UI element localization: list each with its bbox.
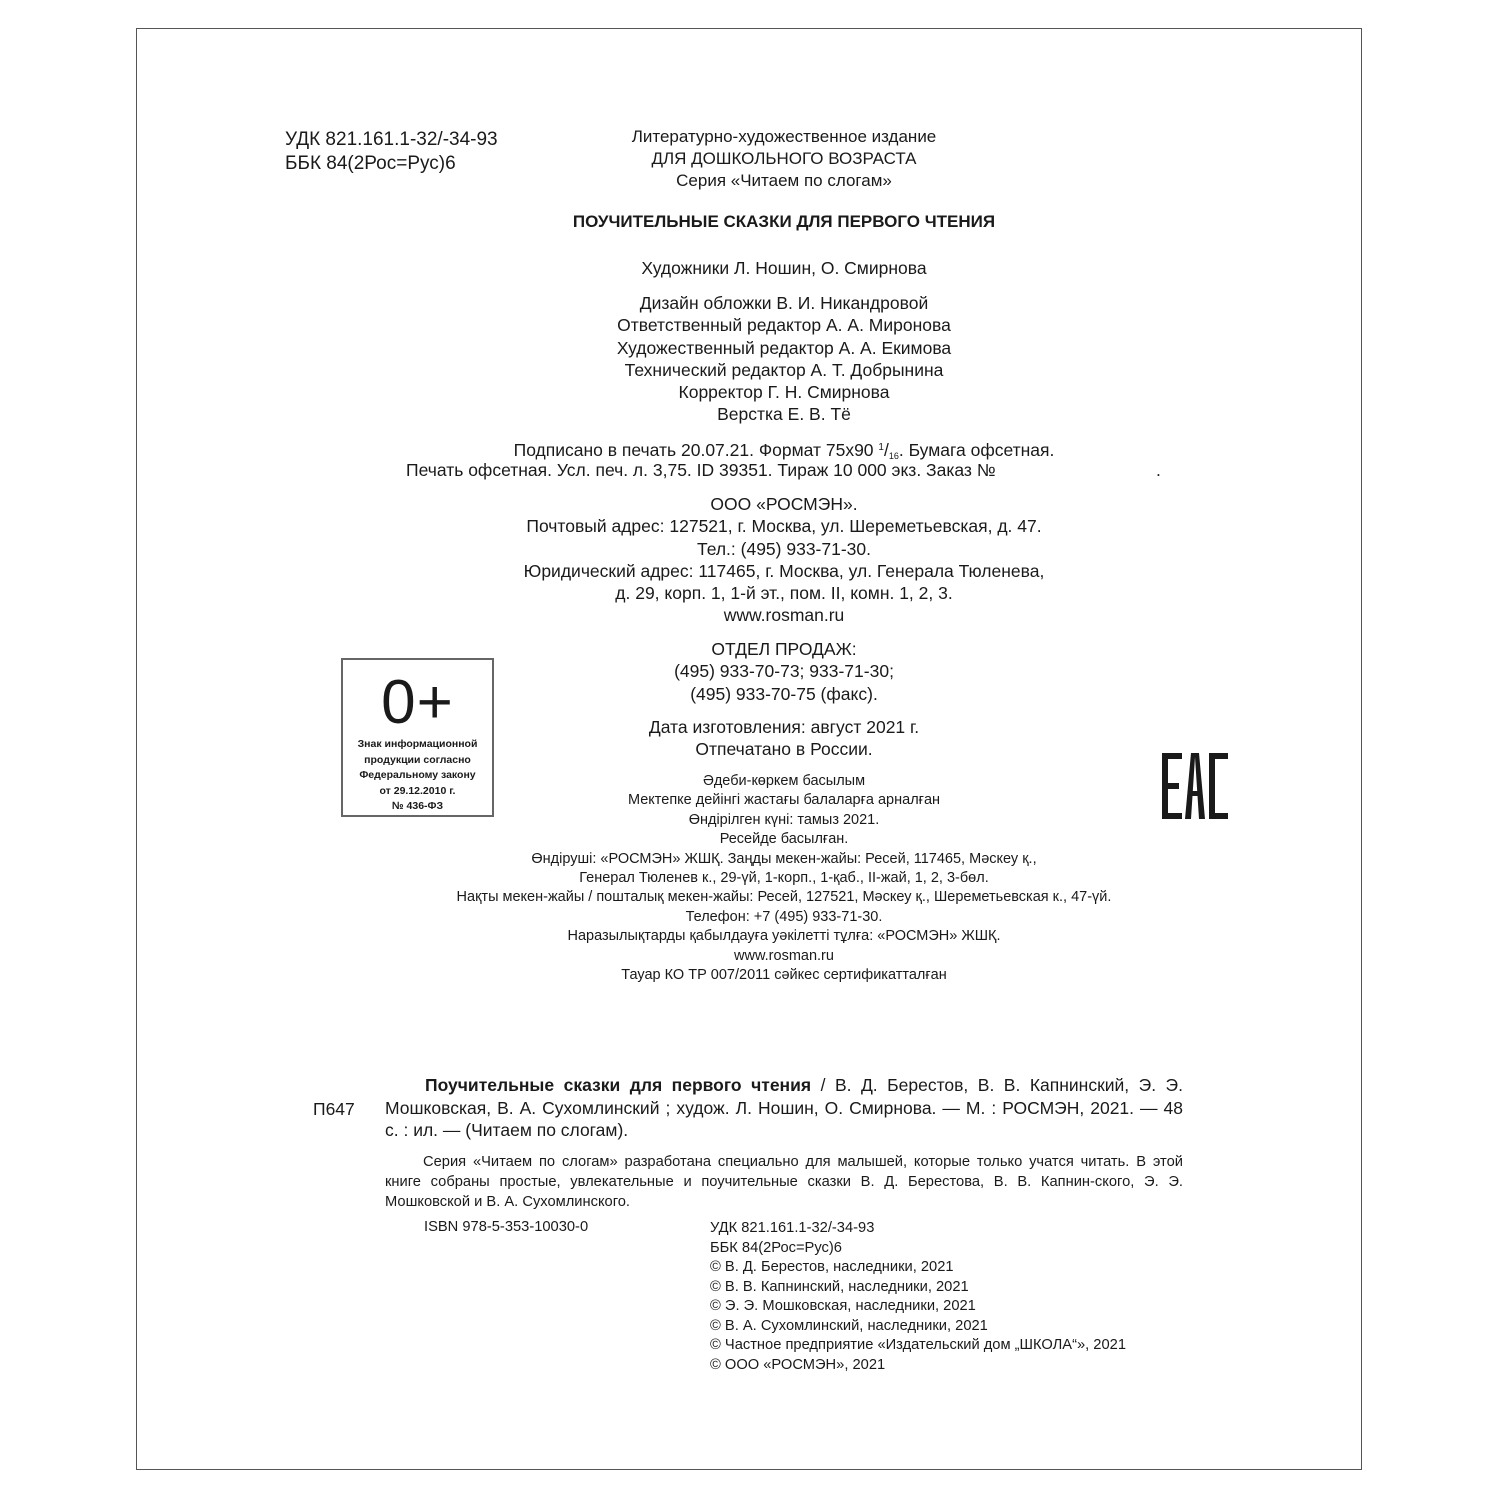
credit-line: Дизайн обложки В. И. Никандровой xyxy=(639,293,929,313)
copyright-line: © Частное предприятие «Издательский дом „ШКОЛА“», 2021 xyxy=(710,1337,1126,1353)
copyright-line: УДК 821.161.1-32/-34-93 xyxy=(710,1220,875,1236)
manufacture-info xyxy=(434,716,1134,761)
isbn: ISBN 978-5-353-10030-0 xyxy=(424,1219,589,1235)
kazakh-line: Наразылықтарды қабылдауға уәкілетті тұлға: «РОСМЭН» ЖШҚ. xyxy=(567,928,1001,945)
print-line-1: Подписано в печать 20.07.21. Формат 75x90 $^1/_{16}$. Бумага офсетная. xyxy=(513,440,1055,461)
sales-phones: (495) 933-70-73; 933-71-30; xyxy=(674,661,894,682)
artists: Художники Л. Ношин, О. Смирнова xyxy=(641,258,927,278)
kazakh-line: Өндірілген күні: тамыз 2021. xyxy=(688,811,880,828)
credits xyxy=(434,292,1134,426)
sales-heading: ОТДЕЛ ПРОДАЖ: xyxy=(711,639,857,659)
printed-in: Отпечатано в России. xyxy=(695,739,873,760)
book-title: ПОУЧИТЕЛЬНЫЕ СКАЗКИ ДЛЯ ПЕРВОГО ЧТЕНИЯ xyxy=(572,212,996,231)
credit-line: Художественный редактор А. А. Екимова xyxy=(616,337,952,358)
age-rating-line: № 436-ФЗ xyxy=(391,800,444,812)
credit-line: Корректор Г. Н. Смирнова xyxy=(678,382,890,403)
print-text: . Бумага офсетная. xyxy=(898,440,1055,460)
copyright-line: © В. Д. Берестов, наследники, 2021 xyxy=(710,1259,954,1275)
kazakh-line: Генерал Тюленев к., 29-үй, 1-корп., 1-қаб., II-жай, 1, 2, 3-бөл. xyxy=(579,870,989,887)
udk-line: УДК 821.161.1-32/-34-93 xyxy=(285,129,498,150)
manufacture-date: Дата изготовления: август 2021 г. xyxy=(648,717,920,737)
edition-info xyxy=(534,126,1034,192)
print-text: Подписано в печать 20.07.21. Формат 75x90 xyxy=(513,440,879,460)
copyright-line: © ООО «РОСМЭН», 2021 xyxy=(710,1356,886,1373)
print-line-2-end: . xyxy=(1156,460,1161,480)
copyright-line: © В. А. Сухомлинский, наследники, 2021 xyxy=(710,1317,988,1334)
credit-line: Ответственный редактор А. А. Миронова xyxy=(617,315,951,336)
publisher-phone: Тел.: (495) 933-71-30. xyxy=(696,538,872,559)
biblio-rest: / В. Д. Берестов, В. В. Капнинский, Э. Э. Мошковская, В. А. Сухомлинский ; худож. Л. Ношин, О. Смирнова. — М. : РОСМЭН, 2021. — 48 с. : ил. — (Читаем по слогам). xyxy=(385,1075,1183,1140)
print-line-2: Печать офсетная. Усл. печ. л. 3,75. ID 39351. Тираж 10 000 экз. Заказ № xyxy=(406,460,996,480)
copyright-block xyxy=(710,1219,1126,1375)
biblio-title: Поучительные сказки для первого чтения xyxy=(425,1075,812,1095)
publisher-website: www.rosman.ru xyxy=(723,605,845,626)
kazakh-line: Мектепке дейінгі жастағы балаларға арналған xyxy=(627,792,941,809)
kazakh-info xyxy=(434,772,1134,985)
publisher-name: ООО «РОСМЭН». xyxy=(710,494,858,514)
kazakh-line: www.rosman.ru xyxy=(734,947,834,964)
bibliographic-record xyxy=(385,1074,1183,1142)
edition-series: Серия «Читаем по слогам» xyxy=(676,171,892,190)
sales-info xyxy=(434,638,1134,705)
publisher-legal: Юридический адрес: 117465, г. Москва, ул. Генерала Тюленева, xyxy=(523,560,1045,581)
edition-type: Литературно-художественное издание xyxy=(631,127,937,146)
publisher-legal-2: д. 29, корп. 1, 1-й эт., пом. II, комн. 1, 2, 3. xyxy=(615,583,953,604)
bbk-line: ББК 84(2Рос=Рус)6 xyxy=(285,153,456,174)
eac-mark-icon xyxy=(1160,751,1230,821)
publisher-postal: Почтовый адрес: 127521, г. Москва, ул. Шереметьевская, д. 47. xyxy=(526,516,1042,537)
credit-line: Верстка Е. В. Тё xyxy=(717,404,851,425)
kazakh-line: Ресейде басылған. xyxy=(719,831,849,848)
catalog-code: П647 xyxy=(313,1099,355,1119)
kazakh-line: Тауар КО ТР 007/2011 сәйкес сертификатталған xyxy=(621,967,947,984)
copyright-line: © Э. Э. Мошковская, наследники, 2021 xyxy=(710,1298,976,1314)
kazakh-line: Нақты мекен-жайы / пошталық мекен-жайы: Ресей, 127521, Мәскеу қ., Шереметьевская к., 47-үй. xyxy=(456,889,1112,906)
kazakh-line: Өндіруші: «РОСМЭН» ЖШҚ. Заңды мекен-жайы: Ресей, 117465, Мәскеу қ., xyxy=(531,850,1037,867)
copyright-line: ББК 84(2Рос=Рус)6 xyxy=(710,1239,842,1256)
udk-header xyxy=(285,128,498,176)
age-rating-line: от 29.12.2010 г. xyxy=(379,784,456,797)
age-rating-line: продукции согласно xyxy=(364,753,471,766)
format-fraction-den: 16 xyxy=(888,451,899,461)
publisher-info xyxy=(434,493,1134,627)
age-rating-line: Знак информационной xyxy=(357,738,478,750)
annotation: Серия «Читаем по слогам» разработана специально для малышей, которые только учатся читать. В этой книге собраны простые, увлекательные и поучительные сказки В. Д. Берестова, В. В. Капнин-ского, Э. Э. Мошковской и В. А. Сухомлинского. xyxy=(385,1154,1183,1210)
sales-fax: (495) 933-70-75 (факс). xyxy=(690,683,878,704)
age-rating-line: Федеральному закону xyxy=(359,769,476,781)
age-rating: 0+ xyxy=(381,668,454,737)
kazakh-line: Телефон: +7 (495) 933-71-30. xyxy=(685,908,883,925)
copyright-line: © В. В. Капнинский, наследники, 2021 xyxy=(710,1278,969,1295)
format-fraction-num: 1 xyxy=(878,442,884,453)
kazakh-line: Әдеби-көркем басылым xyxy=(702,773,866,789)
credit-line: Технический редактор А. Т. Добрынина xyxy=(624,359,944,380)
biblio-text xyxy=(385,1074,1183,1142)
edition-audience: ДЛЯ ДОШКОЛЬНОГО ВОЗРАСТА xyxy=(651,149,917,168)
